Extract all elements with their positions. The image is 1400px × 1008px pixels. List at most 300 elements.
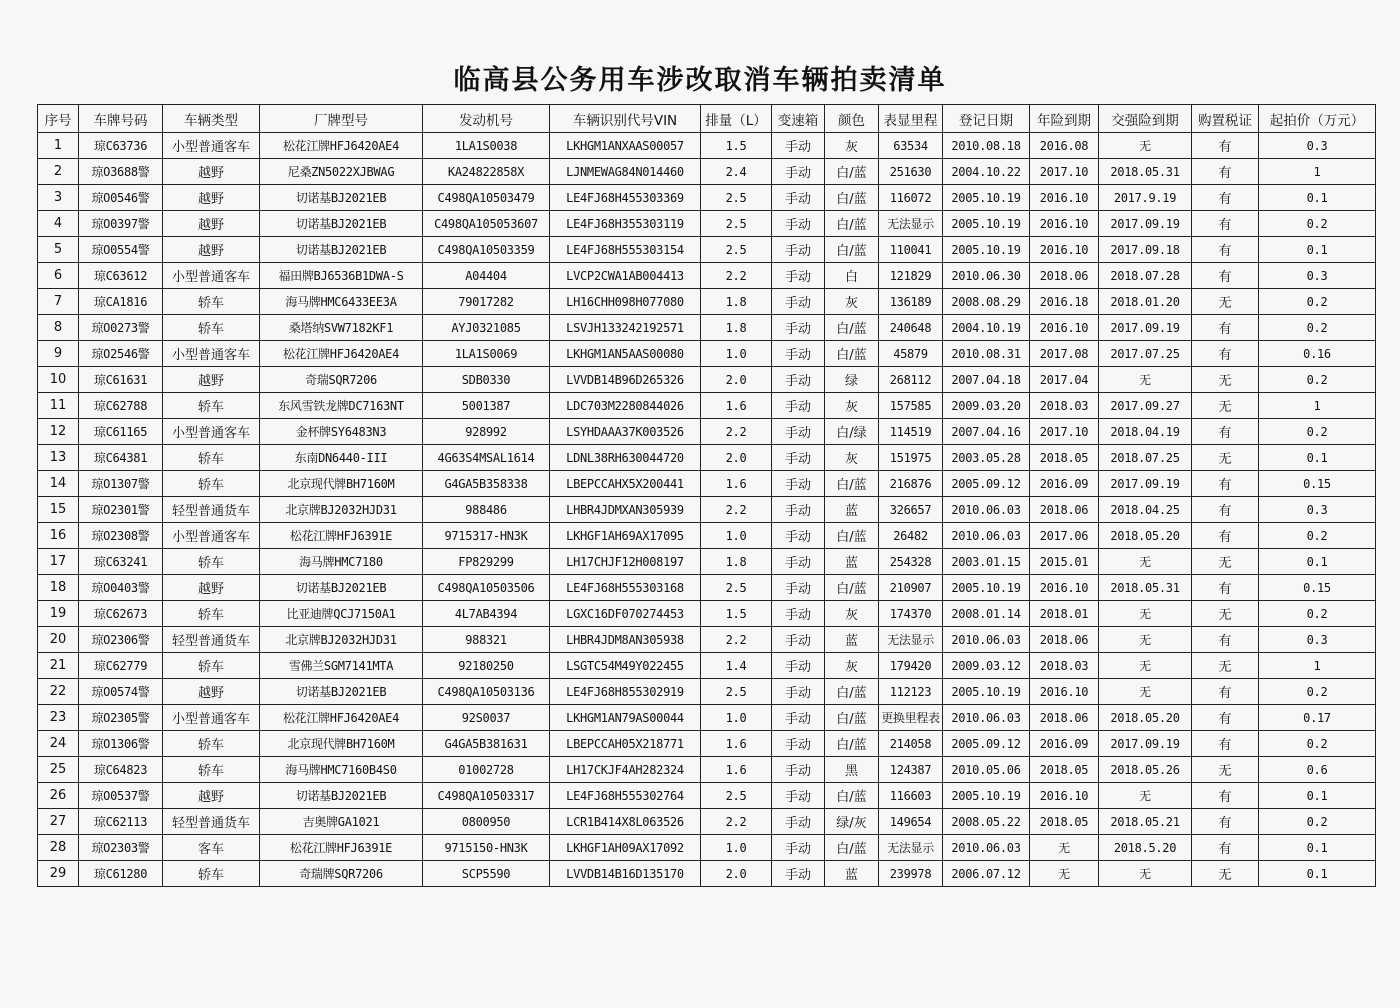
cell-color: 白/蓝 <box>825 835 879 861</box>
cell-color: 蓝 <box>825 549 879 575</box>
cell-purchase-tax: 有 <box>1192 783 1259 809</box>
cell-compulsory-insurance-expiry: 无 <box>1099 861 1192 887</box>
cell-compulsory-insurance-expiry: 无 <box>1099 133 1192 159</box>
cell-insurance-expiry: 2018.03 <box>1030 653 1099 679</box>
cell-registration-date: 2010.06.03 <box>943 627 1030 653</box>
header-col-index: 序号 <box>38 105 79 133</box>
cell-compulsory-insurance-expiry: 2017.09.19 <box>1099 471 1192 497</box>
cell-index: 21 <box>38 653 79 679</box>
cell-engine-number: 988486 <box>423 497 550 523</box>
table-row <box>38 341 1376 367</box>
cell-engine-number: 9715150-HN3K <box>423 835 550 861</box>
cell-compulsory-insurance-expiry: 2018.07.25 <box>1099 445 1192 471</box>
cell-starting-price: 0.3 <box>1259 497 1376 523</box>
cell-index: 15 <box>38 497 79 523</box>
cell-purchase-tax: 有 <box>1192 835 1259 861</box>
cell-plate-number: 琼O0574警 <box>79 679 163 705</box>
table-row <box>38 783 1376 809</box>
cell-insurance-expiry: 2017.08 <box>1030 341 1099 367</box>
cell-plate-number: 琼C61165 <box>79 419 163 445</box>
cell-vehicle-type: 越野 <box>163 237 260 263</box>
cell-odometer: 136189 <box>879 289 943 315</box>
header-col-starting-price: 起拍价（万元） <box>1259 105 1376 133</box>
cell-purchase-tax: 无 <box>1192 445 1259 471</box>
cell-starting-price: 0.1 <box>1259 185 1376 211</box>
cell-gearbox: 手动 <box>772 653 825 679</box>
cell-starting-price: 1 <box>1259 159 1376 185</box>
cell-compulsory-insurance-expiry: 2018.04.19 <box>1099 419 1192 445</box>
cell-plate-number: 琼O0537警 <box>79 783 163 809</box>
cell-brand-model: 金杯牌SY6483N3 <box>260 419 423 445</box>
cell-plate-number: 琼O0546警 <box>79 185 163 211</box>
cell-odometer: 268112 <box>879 367 943 393</box>
cell-starting-price: 0.2 <box>1259 211 1376 237</box>
cell-purchase-tax: 有 <box>1192 497 1259 523</box>
cell-displacement: 2.0 <box>701 445 772 471</box>
table-row <box>38 653 1376 679</box>
header-col-vehicle-type: 车辆类型 <box>163 105 260 133</box>
cell-vehicle-type: 轿车 <box>163 731 260 757</box>
cell-registration-date: 2005.09.12 <box>943 731 1030 757</box>
cell-purchase-tax: 无 <box>1192 757 1259 783</box>
cell-purchase-tax: 无 <box>1192 367 1259 393</box>
cell-gearbox: 手动 <box>772 705 825 731</box>
cell-insurance-expiry: 2016.10 <box>1030 185 1099 211</box>
cell-starting-price: 0.1 <box>1259 445 1376 471</box>
cell-vin: LKHGF1AH69AX17095 <box>550 523 701 549</box>
cell-gearbox: 手动 <box>772 471 825 497</box>
cell-compulsory-insurance-expiry: 无 <box>1099 783 1192 809</box>
cell-vin: LSYHDAAA37K003526 <box>550 419 701 445</box>
cell-displacement: 2.2 <box>701 263 772 289</box>
cell-vin: LH17CKJF4AH282324 <box>550 757 701 783</box>
cell-starting-price: 0.1 <box>1259 783 1376 809</box>
cell-vin: LGXC16DF070274453 <box>550 601 701 627</box>
header-col-vin: 车辆识别代号VIN <box>550 105 701 133</box>
cell-displacement: 2.5 <box>701 575 772 601</box>
header-col-engine-number: 发动机号 <box>423 105 550 133</box>
cell-index: 29 <box>38 861 79 887</box>
header-col-gearbox: 变速箱 <box>772 105 825 133</box>
cell-starting-price: 0.1 <box>1259 861 1376 887</box>
cell-engine-number: 928992 <box>423 419 550 445</box>
cell-plate-number: 琼O0554警 <box>79 237 163 263</box>
header-col-color: 颜色 <box>825 105 879 133</box>
cell-insurance-expiry: 2018.06 <box>1030 705 1099 731</box>
cell-starting-price: 0.16 <box>1259 341 1376 367</box>
table-row <box>38 497 1376 523</box>
cell-vin: LHBR4JDMXAN305939 <box>550 497 701 523</box>
cell-gearbox: 手动 <box>772 549 825 575</box>
cell-plate-number: 琼C61631 <box>79 367 163 393</box>
table-row <box>38 731 1376 757</box>
cell-compulsory-insurance-expiry: 2017.09.19 <box>1099 731 1192 757</box>
cell-vin: LKHGM1AN79AS00044 <box>550 705 701 731</box>
cell-brand-model: 东南DN6440-III <box>260 445 423 471</box>
cell-registration-date: 2005.10.19 <box>943 211 1030 237</box>
cell-index: 28 <box>38 835 79 861</box>
cell-gearbox: 手动 <box>772 263 825 289</box>
cell-displacement: 1.4 <box>701 653 772 679</box>
cell-brand-model: 北京牌BJ2032HJD31 <box>260 497 423 523</box>
cell-index: 17 <box>38 549 79 575</box>
cell-plate-number: 琼O2305警 <box>79 705 163 731</box>
cell-color: 白/蓝 <box>825 185 879 211</box>
cell-gearbox: 手动 <box>772 445 825 471</box>
cell-starting-price: 0.2 <box>1259 809 1376 835</box>
cell-color: 绿/灰 <box>825 809 879 835</box>
cell-registration-date: 2010.06.03 <box>943 835 1030 861</box>
cell-vehicle-type: 轿车 <box>163 757 260 783</box>
cell-registration-date: 2010.06.03 <box>943 497 1030 523</box>
cell-compulsory-insurance-expiry: 2018.04.25 <box>1099 497 1192 523</box>
cell-color: 白/蓝 <box>825 211 879 237</box>
cell-brand-model: 尼桑ZN5022XJBWAG <box>260 159 423 185</box>
vehicle-auction-table <box>37 104 1376 887</box>
cell-vehicle-type: 小型普通客车 <box>163 419 260 445</box>
cell-displacement: 2.2 <box>701 809 772 835</box>
cell-vin: LDNL38RH630044720 <box>550 445 701 471</box>
cell-odometer: 更换里程表 <box>879 705 943 731</box>
cell-vehicle-type: 轿车 <box>163 549 260 575</box>
cell-plate-number: 琼O3688警 <box>79 159 163 185</box>
cell-vin: LE4FJ68H455303369 <box>550 185 701 211</box>
cell-vehicle-type: 小型普通客车 <box>163 133 260 159</box>
cell-index: 3 <box>38 185 79 211</box>
cell-color: 灰 <box>825 653 879 679</box>
cell-insurance-expiry: 2016.10 <box>1030 679 1099 705</box>
cell-registration-date: 2007.04.18 <box>943 367 1030 393</box>
cell-insurance-expiry: 2018.05 <box>1030 809 1099 835</box>
table-row <box>38 601 1376 627</box>
table-row <box>38 419 1376 445</box>
cell-displacement: 1.0 <box>701 523 772 549</box>
cell-engine-number: 4G63S4MSAL1614 <box>423 445 550 471</box>
cell-vin: LBEPCCAH05X218771 <box>550 731 701 757</box>
cell-vin: LCR1B414X8L063526 <box>550 809 701 835</box>
cell-vehicle-type: 轿车 <box>163 445 260 471</box>
cell-displacement: 2.2 <box>701 627 772 653</box>
cell-brand-model: 桑塔纳SVW7182KF1 <box>260 315 423 341</box>
cell-index: 23 <box>38 705 79 731</box>
cell-insurance-expiry: 2018.03 <box>1030 393 1099 419</box>
cell-registration-date: 2005.10.19 <box>943 237 1030 263</box>
cell-registration-date: 2010.08.18 <box>943 133 1030 159</box>
cell-insurance-expiry: 2016.10 <box>1030 783 1099 809</box>
cell-starting-price: 0.2 <box>1259 679 1376 705</box>
cell-insurance-expiry: 2017.10 <box>1030 159 1099 185</box>
cell-vehicle-type: 轿车 <box>163 393 260 419</box>
cell-color: 白/蓝 <box>825 575 879 601</box>
cell-starting-price: 0.3 <box>1259 263 1376 289</box>
cell-vin: LVVDB14B16D135170 <box>550 861 701 887</box>
cell-odometer: 251630 <box>879 159 943 185</box>
cell-brand-model: 松花江牌HFJ6391E <box>260 835 423 861</box>
cell-gearbox: 手动 <box>772 367 825 393</box>
table-row <box>38 757 1376 783</box>
cell-purchase-tax: 有 <box>1192 523 1259 549</box>
cell-engine-number: 01002728 <box>423 757 550 783</box>
cell-vin: LVCP2CWA1AB004413 <box>550 263 701 289</box>
cell-engine-number: KA24822858X <box>423 159 550 185</box>
cell-compulsory-insurance-expiry: 2018.05.26 <box>1099 757 1192 783</box>
cell-odometer: 45879 <box>879 341 943 367</box>
cell-compulsory-insurance-expiry: 无 <box>1099 653 1192 679</box>
cell-gearbox: 手动 <box>772 523 825 549</box>
cell-engine-number: 988321 <box>423 627 550 653</box>
cell-compulsory-insurance-expiry: 2018.05.20 <box>1099 523 1192 549</box>
cell-index: 16 <box>38 523 79 549</box>
cell-purchase-tax: 有 <box>1192 679 1259 705</box>
cell-registration-date: 2010.08.31 <box>943 341 1030 367</box>
cell-displacement: 2.5 <box>701 783 772 809</box>
cell-displacement: 2.5 <box>701 679 772 705</box>
cell-vin: LKHGM1AN5AAS00080 <box>550 341 701 367</box>
cell-index: 6 <box>38 263 79 289</box>
cell-vehicle-type: 轿车 <box>163 601 260 627</box>
cell-vehicle-type: 越野 <box>163 679 260 705</box>
table-row <box>38 159 1376 185</box>
cell-starting-price: 1 <box>1259 393 1376 419</box>
cell-vin: LH17CHJF12H008197 <box>550 549 701 575</box>
cell-gearbox: 手动 <box>772 341 825 367</box>
cell-registration-date: 2005.10.19 <box>943 575 1030 601</box>
cell-insurance-expiry: 2016.10 <box>1030 315 1099 341</box>
cell-registration-date: 2006.07.12 <box>943 861 1030 887</box>
cell-vin: LVVDB14B96D265326 <box>550 367 701 393</box>
table-row <box>38 315 1376 341</box>
cell-vehicle-type: 轻型普通货车 <box>163 627 260 653</box>
cell-color: 灰 <box>825 393 879 419</box>
cell-displacement: 1.0 <box>701 705 772 731</box>
cell-color: 白/蓝 <box>825 315 879 341</box>
cell-purchase-tax: 有 <box>1192 263 1259 289</box>
cell-index: 7 <box>38 289 79 315</box>
cell-engine-number: G4GA5B358338 <box>423 471 550 497</box>
cell-brand-model: 切诺基BJ2021EB <box>260 237 423 263</box>
cell-color: 蓝 <box>825 627 879 653</box>
cell-plate-number: 琼O2546警 <box>79 341 163 367</box>
cell-gearbox: 手动 <box>772 419 825 445</box>
cell-engine-number: 9715317-HN3K <box>423 523 550 549</box>
cell-purchase-tax: 无 <box>1192 393 1259 419</box>
cell-engine-number: 92S0037 <box>423 705 550 731</box>
cell-index: 27 <box>38 809 79 835</box>
cell-vin: LE4FJ68H555303168 <box>550 575 701 601</box>
cell-color: 白/蓝 <box>825 237 879 263</box>
cell-odometer: 无法显示 <box>879 627 943 653</box>
cell-insurance-expiry: 2018.05 <box>1030 445 1099 471</box>
cell-purchase-tax: 有 <box>1192 575 1259 601</box>
cell-vin: LH16CHH098H077080 <box>550 289 701 315</box>
cell-brand-model: 比亚迪牌QCJ7150A1 <box>260 601 423 627</box>
cell-purchase-tax: 有 <box>1192 211 1259 237</box>
cell-vehicle-type: 轿车 <box>163 315 260 341</box>
cell-vehicle-type: 轿车 <box>163 471 260 497</box>
cell-index: 8 <box>38 315 79 341</box>
cell-insurance-expiry: 2017.04 <box>1030 367 1099 393</box>
cell-displacement: 2.5 <box>701 237 772 263</box>
cell-index: 22 <box>38 679 79 705</box>
cell-gearbox: 手动 <box>772 783 825 809</box>
cell-color: 白/蓝 <box>825 731 879 757</box>
cell-engine-number: C498QA10503506 <box>423 575 550 601</box>
cell-purchase-tax: 无 <box>1192 601 1259 627</box>
cell-plate-number: 琼O2308警 <box>79 523 163 549</box>
cell-plate-number: 琼O0403警 <box>79 575 163 601</box>
cell-engine-number: SCP5590 <box>423 861 550 887</box>
cell-compulsory-insurance-expiry: 2017.09.27 <box>1099 393 1192 419</box>
cell-plate-number: 琼C63241 <box>79 549 163 575</box>
table-row <box>38 705 1376 731</box>
cell-plate-number: 琼C64823 <box>79 757 163 783</box>
cell-registration-date: 2010.05.06 <box>943 757 1030 783</box>
table-row <box>38 445 1376 471</box>
cell-insurance-expiry: 无 <box>1030 835 1099 861</box>
cell-gearbox: 手动 <box>772 809 825 835</box>
cell-gearbox: 手动 <box>772 159 825 185</box>
cell-index: 25 <box>38 757 79 783</box>
cell-plate-number: 琼C62788 <box>79 393 163 419</box>
header-row <box>38 105 1376 133</box>
cell-engine-number: C498QA10503359 <box>423 237 550 263</box>
cell-compulsory-insurance-expiry: 2018.05.31 <box>1099 159 1192 185</box>
cell-insurance-expiry: 2018.06 <box>1030 263 1099 289</box>
cell-engine-number: 5001387 <box>423 393 550 419</box>
cell-color: 白/蓝 <box>825 783 879 809</box>
cell-gearbox: 手动 <box>772 497 825 523</box>
table-row <box>38 549 1376 575</box>
cell-displacement: 1.6 <box>701 757 772 783</box>
cell-brand-model: 雪佛兰SGM7141MTA <box>260 653 423 679</box>
cell-brand-model: 北京现代牌BH7160M <box>260 731 423 757</box>
cell-compulsory-insurance-expiry: 无 <box>1099 367 1192 393</box>
cell-displacement: 2.0 <box>701 367 772 393</box>
cell-brand-model: 北京牌BJ2032HJD31 <box>260 627 423 653</box>
cell-gearbox: 手动 <box>772 133 825 159</box>
cell-engine-number: G4GA5B381631 <box>423 731 550 757</box>
header-col-brand-model: 厂牌型号 <box>260 105 423 133</box>
cell-starting-price: 0.3 <box>1259 133 1376 159</box>
cell-plate-number: 琼O0397警 <box>79 211 163 237</box>
cell-index: 1 <box>38 133 79 159</box>
cell-brand-model: 东风雪铁龙牌DC7163NT <box>260 393 423 419</box>
cell-odometer: 239978 <box>879 861 943 887</box>
cell-starting-price: 0.15 <box>1259 471 1376 497</box>
cell-brand-model: 切诺基BJ2021EB <box>260 575 423 601</box>
cell-vehicle-type: 小型普通客车 <box>163 263 260 289</box>
cell-brand-model: 奇瑞SQR7206 <box>260 367 423 393</box>
cell-displacement: 2.5 <box>701 211 772 237</box>
table-row <box>38 367 1376 393</box>
cell-gearbox: 手动 <box>772 393 825 419</box>
cell-insurance-expiry: 2016.10 <box>1030 575 1099 601</box>
cell-index: 12 <box>38 419 79 445</box>
cell-starting-price: 0.2 <box>1259 367 1376 393</box>
cell-gearbox: 手动 <box>772 237 825 263</box>
cell-vehicle-type: 越野 <box>163 159 260 185</box>
cell-displacement: 1.6 <box>701 393 772 419</box>
cell-odometer: 114519 <box>879 419 943 445</box>
cell-color: 白/蓝 <box>825 523 879 549</box>
cell-registration-date: 2005.10.19 <box>943 185 1030 211</box>
cell-color: 白/绿 <box>825 419 879 445</box>
cell-brand-model: 海马牌HMC6433EE3A <box>260 289 423 315</box>
cell-vehicle-type: 越野 <box>163 783 260 809</box>
cell-gearbox: 手动 <box>772 627 825 653</box>
cell-color: 黑 <box>825 757 879 783</box>
cell-purchase-tax: 有 <box>1192 731 1259 757</box>
cell-odometer: 63534 <box>879 133 943 159</box>
cell-compulsory-insurance-expiry: 无 <box>1099 627 1192 653</box>
cell-gearbox: 手动 <box>772 289 825 315</box>
header-col-compulsory-insurance-expiry: 交强险到期 <box>1099 105 1192 133</box>
header-col-insurance-expiry: 年险到期 <box>1030 105 1099 133</box>
cell-registration-date: 2010.06.03 <box>943 705 1030 731</box>
cell-gearbox: 手动 <box>772 185 825 211</box>
cell-purchase-tax: 有 <box>1192 419 1259 445</box>
cell-plate-number: 琼C62113 <box>79 809 163 835</box>
cell-vin: LE4FJ68H555302764 <box>550 783 701 809</box>
cell-odometer: 116072 <box>879 185 943 211</box>
cell-vin: LKHGF1AH09AX17092 <box>550 835 701 861</box>
cell-vin: LSVJH133242192571 <box>550 315 701 341</box>
cell-registration-date: 2009.03.12 <box>943 653 1030 679</box>
cell-displacement: 1.0 <box>701 835 772 861</box>
cell-vehicle-type: 越野 <box>163 575 260 601</box>
cell-plate-number: 琼O2303警 <box>79 835 163 861</box>
cell-engine-number: 1LA1S0038 <box>423 133 550 159</box>
cell-purchase-tax: 有 <box>1192 315 1259 341</box>
cell-color: 白/蓝 <box>825 471 879 497</box>
cell-odometer: 无法显示 <box>879 835 943 861</box>
cell-color: 灰 <box>825 445 879 471</box>
cell-displacement: 1.8 <box>701 289 772 315</box>
cell-displacement: 2.2 <box>701 497 772 523</box>
cell-engine-number: FP829299 <box>423 549 550 575</box>
cell-vin: LJNMEWAG84N014460 <box>550 159 701 185</box>
cell-insurance-expiry: 2016.10 <box>1030 211 1099 237</box>
cell-starting-price: 0.2 <box>1259 419 1376 445</box>
cell-color: 白 <box>825 263 879 289</box>
cell-brand-model: 福田牌BJ6536B1DWA-S <box>260 263 423 289</box>
cell-vin: LBEPCCAHX5X200441 <box>550 471 701 497</box>
cell-vehicle-type: 越野 <box>163 211 260 237</box>
cell-vehicle-type: 轿车 <box>163 861 260 887</box>
cell-insurance-expiry: 2018.06 <box>1030 627 1099 653</box>
cell-purchase-tax: 无 <box>1192 861 1259 887</box>
cell-odometer: 216876 <box>879 471 943 497</box>
cell-vehicle-type: 轿车 <box>163 289 260 315</box>
cell-engine-number: C498QA10503317 <box>423 783 550 809</box>
cell-odometer: 112123 <box>879 679 943 705</box>
cell-color: 蓝 <box>825 861 879 887</box>
cell-brand-model: 松花江牌HFJ6420AE4 <box>260 133 423 159</box>
cell-vin: LE4FJ68H855302919 <box>550 679 701 705</box>
cell-registration-date: 2005.10.19 <box>943 679 1030 705</box>
cell-odometer: 240648 <box>879 315 943 341</box>
header-col-plate-number: 车牌号码 <box>79 105 163 133</box>
cell-plate-number: 琼CA1816 <box>79 289 163 315</box>
table-row <box>38 393 1376 419</box>
cell-index: 10 <box>38 367 79 393</box>
cell-displacement: 1.8 <box>701 549 772 575</box>
cell-compulsory-insurance-expiry: 2018.05.20 <box>1099 705 1192 731</box>
cell-vin: LDC703M2280844026 <box>550 393 701 419</box>
table-row <box>38 471 1376 497</box>
cell-purchase-tax: 有 <box>1192 471 1259 497</box>
cell-insurance-expiry: 2018.05 <box>1030 757 1099 783</box>
